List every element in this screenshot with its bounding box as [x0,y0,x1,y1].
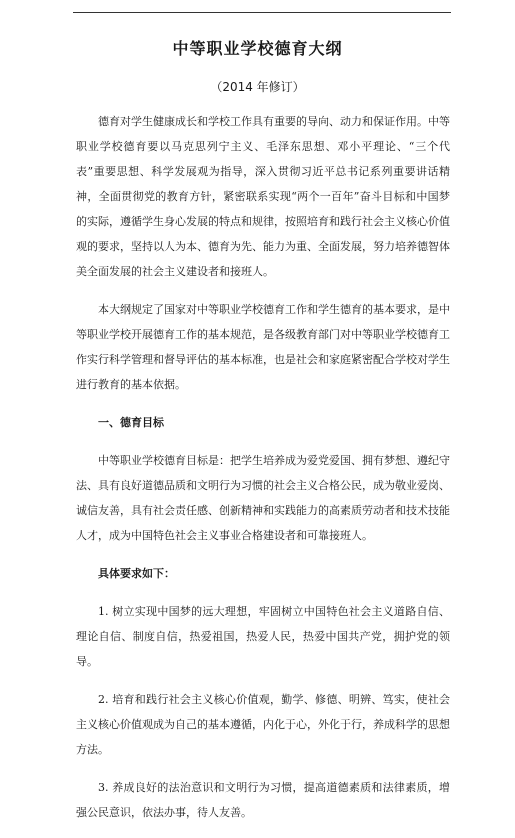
requirement-item-1: 1. 树立实现中国梦的远大理想，牢固树立中国特色社会主义道路自信、理论自信、制度自信，热爱祖国，热爱人民，热爱中国共产党，拥护党的领导。 [76,605,450,668]
section-heading: 一、德育目标 [98,416,164,429]
document-title: 中等职业学校德育大纲 [172,39,343,58]
requirements-heading: 具体要求如下： [98,567,175,580]
requirement-item-2: 2. 培育和践行社会主义核心价值观，勤学、修德、明辨、笃实，使社会主义核心价值观成为自己的基本遵循，内化于心，外化于行，养成科学的思想方法。 [76,693,450,756]
top-rule [73,12,451,13]
document-body [76,109,450,838]
document-subtitle: （2014 年修订） [210,80,305,94]
intro-paragraph-2: 本大纲规定了国家对中等职业学校德育工作和学生德育的基本要求，是中等职业学校开展德育工作的基本规范，是各级教育部门对中等职业学校德育工作实行科学管理和督导评估的基本标准，也是社会和家庭紧密配合学校对学生进行教育的基本依据。 [76,303,450,391]
requirement-item-3: 3. 养成良好的法治意识和文明行为习惯，提高道德素质和法律素质，增强公民意识，依法办事，待人友善。 [76,781,450,819]
intro-paragraph-1: 德育对学生健康成长和学校工作具有重要的导向、动力和保证作用。中等职业学校德育要以马克思列宁主义、毛泽东思想、邓小平理论、“三个代表”重要思想、科学发展观为指导，深入贯彻习近平总书记系列重要讲话精神，全面贯彻党的教育方针，紧密联系实现“两个一百年”奋斗目标和中国梦的实际，遵循学生身心发展的特点和规律，按照培育和践行社会主义核心价值观的要求，坚持以人为本、德育为先、能力为重、全面发展，努力培养德智体美全面发展的社会主义建设者和接班人。 [76,115,450,278]
section-paragraph: 中等职业学校德育目标是：把学生培养成为爱党爱国、拥有梦想、遵纪守法、具有良好道德品质和文明行为习惯的社会主义合格公民，成为敬业爱岗、诚信友善，具有社会责任感、创新精神和实践能力的高素质劳动者和技术技能人才，成为中国特色社会主义事业合格建设者和可靠接班人。 [76,454,450,542]
